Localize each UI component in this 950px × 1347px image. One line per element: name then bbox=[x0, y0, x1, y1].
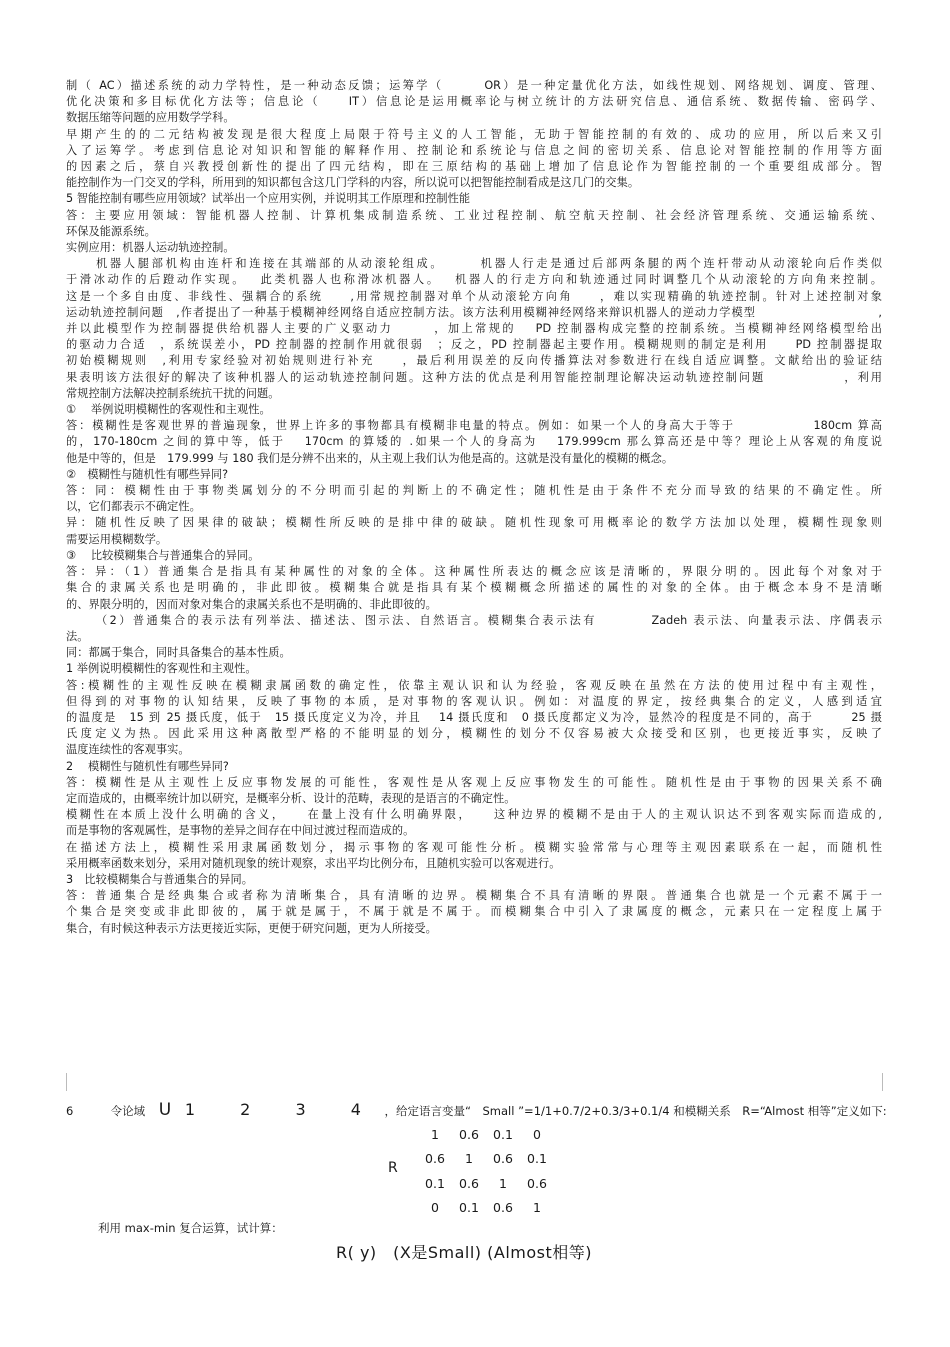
question-heading: ① 举例说明模糊性的客观性和主观性。 bbox=[66, 403, 271, 417]
matrix-cell: 0.1 bbox=[527, 1151, 547, 1167]
question-heading: ③ 比较模糊集合与普通集合的异同。 bbox=[66, 548, 260, 562]
matrix-cell: 1 bbox=[533, 1200, 541, 1216]
text-line: 他是中等的，但是 179.999 与 180 我们是分辨不出来的，从主观上我们认为他是高的。这就是没有量化的模糊的概念。 bbox=[66, 451, 674, 465]
matrix-cell: 1 bbox=[465, 1151, 473, 1167]
relation-matrix bbox=[418, 1122, 554, 1220]
text-line: 的驱动力合适 ，系统误差小，PD 控制器的控制作用就很弱 ；反之，PD 控制器起主要作用。模糊规则的制定是利用 PD 控制器提取 bbox=[66, 338, 882, 352]
matrix-cell: 0 bbox=[533, 1126, 541, 1142]
text-line: 答:模糊性的主观性反映在模糊隶属函数的确定性，依靠主观认识和认为经验，客观反映在虽然在方法的使用过程中有主观性， bbox=[66, 678, 882, 692]
text-line: 早期产生的的二元结构被发现是很大程度上局限于符号主义的人工智能，无助于智能控制的有效的、成功的应用，所以后来又引 bbox=[66, 127, 882, 141]
question-heading: 5 智能控制有哪些应用领域？试举出一个应用实例，并说明其工作原理和控制性能 bbox=[66, 192, 471, 206]
text-line: 集合，有时候这种表示方法更接近实际，更便于研究问题，更为人所接受。 bbox=[66, 921, 437, 935]
text-line: 的因素之后，蔡自兴教授创新性的提出了四元结构，即在三原结构的基础上增加了信息论作为智能控制的一个重要组成部分。智 bbox=[66, 160, 882, 174]
question-heading: 1 举例说明模糊性的客观性和主观性。 bbox=[66, 662, 257, 676]
text-line: 并以此模型作为控制器提供给机器人主要的广义驱动力 ，加上常规的 PD 控制器构成完整的控制系统。当模糊神经网络模型给出 bbox=[66, 322, 882, 336]
text-line: 异：随机性反映了因果律的破缺；模糊性所反映的是排中律的破缺。随机性现象可用概率论的数学方法加以处理，模糊性现象则 bbox=[66, 516, 882, 530]
matrix-cell: 0.1 bbox=[425, 1175, 445, 1191]
matrix-cell: 1 bbox=[499, 1175, 507, 1191]
universe-elements: 1 2 3 4 bbox=[184, 1100, 381, 1119]
text-line: 在描述方法上，模糊性采用隶属函数划分，揭示事物的客观可能性分析。模糊实验常常与心理等主观因素联系在一起，而随机性 bbox=[66, 840, 882, 854]
text-line: （2）普通集合的表示法有列举法、描述法、图示法、自然语言。模糊集合表示法有 Zadeh 表示法、向量表示法、序偶表示 bbox=[96, 613, 882, 627]
text-line: 实例应用：机器人运动轨迹控制。 bbox=[66, 241, 235, 255]
text-line: 以，它们都表示不确定性。 bbox=[66, 500, 201, 514]
matrix-row bbox=[418, 1196, 554, 1221]
text-line: 答：模糊性是从主观性上反应事物发展的可能性，客观性是从客观上反应事物发生的可能性。随机性是由于事物的因果关系不确 bbox=[66, 775, 882, 789]
text-line: 制（ AC）描述系统的动力学特性，是一种动态反馈；运筹学（ OR）是一种定量优化方法，如线性规划、网络规划、调度、管理、 bbox=[66, 79, 882, 92]
text-line: 同：都属于集合，同时具备集合的基本性质。 bbox=[66, 646, 291, 660]
text-line: 机器人腿部机构由连杆和连接在其端部的从动滚轮组成。 机器人行走是通过后部两条腿的两个连杆带动从动滚轮向后作类似 bbox=[96, 257, 882, 271]
text-line: 于滑冰动作的后蹬动作实现。 此类机器人也称滑冰机器人。 机器人的行走方向和轨迹通过同时调整几个从动滚轮的方向角来控制。 bbox=[66, 273, 882, 287]
question-heading: 2 模糊性与随机性有哪些异同? bbox=[66, 759, 229, 773]
document-body bbox=[66, 78, 882, 937]
text-line: 初始模糊规则 ,利用专家经验对初始规则进行补充 ，最后利用误差的反向传播算法对参数进行在线自适应调整。文献给出的验证结 bbox=[66, 354, 882, 368]
text-line: 个集合是突变或非此即彼的，属于就是属于，不属于就是不属于。而模糊集合中引入了隶属度的概念，元素只在一定程度上属于 bbox=[66, 905, 882, 919]
text-line: 定而造成的，由概率统计加以研究，是概率分析、设计的范畴，表现的是语言的不确定性。 bbox=[66, 791, 516, 805]
text-line: 入了运筹学。考虑到信息论对知识和智能的解释作用、控制论和系统论与信息之间的密切关系、信息论对智能控制的作用等方面 bbox=[66, 143, 882, 157]
text-line: 运动轨迹控制问题 ,作者提出了一种基于模糊神经网络自适应控制方法。该方法利用模糊神经网络来辩识机器人的逆动力学模型 , bbox=[66, 305, 882, 319]
text-line: 的温度是 15 到 25 摄氏度，低于 15 摄氏度定义为冷，并且 14 摄氏度和 0 摄氏度都定义为冷，显然冷的程度是不同的，高于 25 摄 bbox=[66, 710, 882, 724]
text-line: 优化决策和多目标优化方法等；信息论（ IT）信息论是运用概率论与树立统计的方法研究信息、通信系统、数据传输、密码学、 bbox=[66, 95, 882, 109]
text-line: 模糊性在本质上没什么明确的含义， 在量上没有什么明确界限， 这种边界的模糊不是由于人的主观认识达不到客观实际而造成的, bbox=[66, 808, 882, 822]
matrix-cell: 0 bbox=[431, 1200, 439, 1216]
text-line: 的，170-180cm 之间的算中等，低于 170cm 的算矮的 .如果一个人的身高为 179.999cm 那么算高还是中等？理论上从客观的角度说 bbox=[66, 435, 882, 449]
text-line: 答：同：模糊性由于事物类属划分的不分明而引起的判断上的不确定性；随机性是由于条件不充分而导致的结果的不确定性。所 bbox=[66, 484, 882, 498]
text-line: 氏度定义为热。因此采用这种离散型严格的不能明显的划分，模糊性的划分不仅容易被大众接受和区别，也更接近事实，反映了 bbox=[66, 727, 882, 741]
matrix-cell: 0.6 bbox=[527, 1175, 547, 1191]
text-line: 采用概率函数来划分，采用对随机现象的统计观察，求出平均比例分布，且随机实验可以客观进行。 bbox=[66, 856, 561, 870]
text-line: 这是一个多自由度、非线性、强耦合的系统 ,用常规控制器对单个从动滚轮方向角 ，难以实现精确的轨迹控制。针对上述控制对象 bbox=[66, 289, 882, 303]
formula: R( y) (X是Small) (Almost相等) bbox=[336, 1243, 592, 1262]
text-line: 而是事物的客观属性，是事物的差异之间存在中间过渡过程而造成的。 bbox=[66, 824, 415, 838]
matrix-cell: 0.6 bbox=[493, 1151, 513, 1167]
question-number: 6 bbox=[66, 1104, 74, 1118]
text-line: 答：模糊性是客观世界的普遍现象，世界上许多的事物都具有模糊非电量的特点。例如：如果一个人的身高大于等于 180cm 算高 bbox=[66, 419, 882, 433]
text-line: 果表明该方法很好的解决了该种机器人的运动轨迹控制问题。这种方法的优点是利用智能控制理论解决运动轨迹控制问题 ，利用 bbox=[66, 370, 882, 384]
matrix-cell: 0.1 bbox=[459, 1200, 479, 1216]
text-line: 温度连续性的客观事实。 bbox=[66, 743, 190, 757]
text-line: 的、界限分明的，因而对象对集合的隶属关系也不是明确的、非此即彼的。 bbox=[66, 597, 437, 611]
matrix-cell: 0.6 bbox=[459, 1126, 479, 1142]
text-line: 答：普通集合是经典集合或者称为清晰集合，具有清晰的边界。模糊集合不具有清晰的界限。普通集合也就是一个元素不属于一 bbox=[66, 889, 882, 903]
text-line: 答：异：（1）普通集合是指具有某种属性的对象的全体。这种属性所表达的概念应该是清晰的，界限分明的。因此每个对象对于 bbox=[66, 565, 882, 579]
question-heading: 3 比较模糊集合与普通集合的异同。 bbox=[66, 872, 253, 886]
question-text: ，给定语言变量“ Small ”=1/1+0.7/2+0.3/3+0.1/4 和模糊关系 R=“Almost 相等”定义如下: bbox=[384, 1104, 887, 1118]
question-text: 令论域 bbox=[110, 1104, 146, 1118]
text-line: 常规控制方法解决控制系统抗干扰的问题。 bbox=[66, 386, 280, 400]
question-6 bbox=[66, 1100, 886, 1120]
text-line: 答：主要应用领域：智能机器人控制、计算机集成制造系统、工业过程控制、航空航天控制、社会经济管理系统、交通运输系统、 bbox=[66, 208, 882, 222]
text-line: 需要运用模糊数学。 bbox=[66, 532, 168, 546]
question-heading: ② 模糊性与随机性有哪些异同? bbox=[66, 467, 229, 481]
matrix-cell: 0.6 bbox=[493, 1200, 513, 1216]
text-line: 但得到的对事物的认知结果，反映了事物的本质，是对事物的客观认识。例如：对温度的界定，按经典集合的定义，人感到适宜 bbox=[66, 694, 882, 708]
instruction-text: 利用 max-min 复合运算，试计算： bbox=[98, 1221, 283, 1235]
text-line: 集合的隶属关系也是明确的，非此即彼。模糊集合就是指具有某个模糊概念所描述的属性的对象的全体。由于概念本身不是清晰 bbox=[66, 581, 882, 595]
text-line: 法。 bbox=[66, 629, 89, 643]
page-divider bbox=[66, 1073, 883, 1091]
matrix-cell: 1 bbox=[431, 1126, 439, 1142]
matrix-row bbox=[418, 1122, 554, 1147]
text-line: 数据压缩等问题的应用数学学科。 bbox=[66, 111, 235, 125]
universe-symbol: U bbox=[158, 1100, 172, 1120]
matrix-cell: 0.1 bbox=[493, 1126, 513, 1142]
matrix-cell: 0.6 bbox=[459, 1175, 479, 1191]
matrix-row bbox=[418, 1171, 554, 1196]
matrix-label: R bbox=[388, 1160, 398, 1176]
text-line: 能控制作为一门交叉的学科，所用到的知识都包含这几门学科的内容，所以说可以把智能控制看成是这几门的交集。 bbox=[66, 176, 640, 190]
text-line: 环保及能源系统。 bbox=[66, 224, 156, 238]
matrix-row bbox=[418, 1147, 554, 1172]
matrix-cell: 0.6 bbox=[425, 1151, 445, 1167]
